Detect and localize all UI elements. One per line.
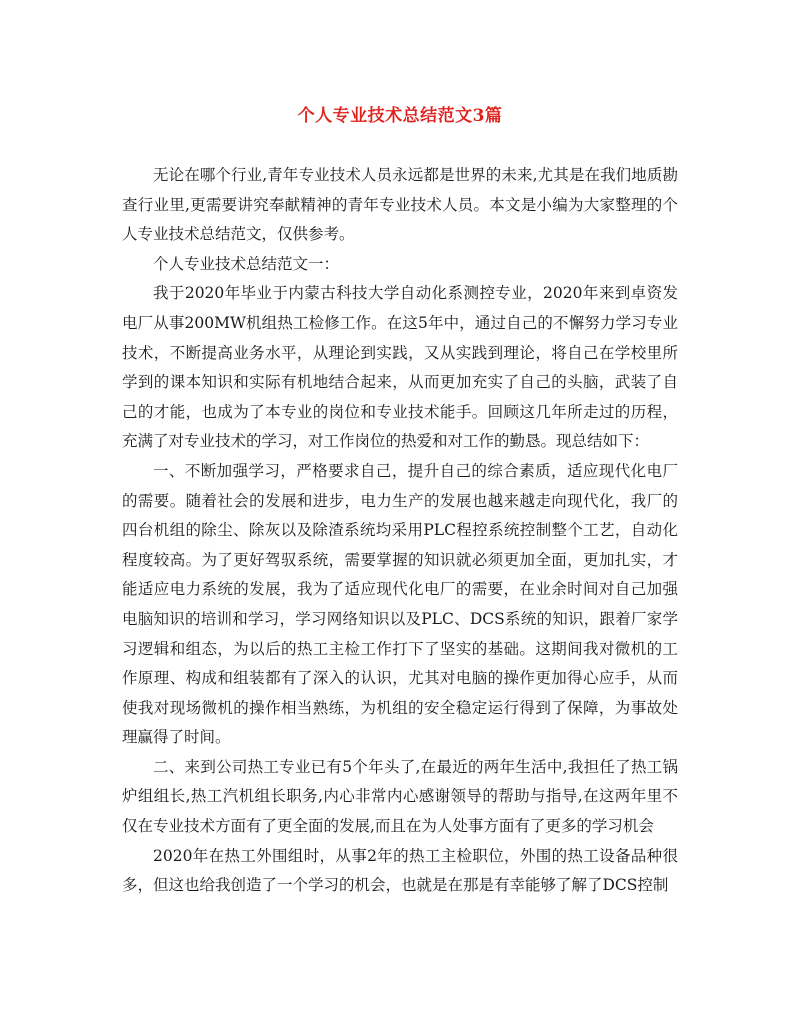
document-title: 个人专业技术总结范文3篇 [297,106,503,126]
body-paragraph: 我于2020年毕业于内蒙古科技大学自动化系测控专业，2020年来到卓资发电厂从事200MW机组热工检修工作。在这5年中，通过自己的不懈努力学习专业技术，不断提高业务水平，从理论到实践，又从实践到理论，将自己在学校里所学到的课本知识和实际有机地结合起来，从而更加充实了自己的头脑，武装了自己的才能，也成为了本专业的岗位和专业技术能手。回顾这几年所走过的历程，充满了对专业技术的学习，对工作岗位的热爱和对工作的勤恳。现总结如下： [122,284,678,451]
document-body [122,161,678,901]
body-paragraph: 一、不断加强学习，严格要求自己，提升自己的综合素质，适应现代化电厂的需要。随着社会的发展和进步，电力生产的发展也越来越走向现代化，我厂的四台机组的除尘、除灰以及除渣系统均采用PLC程控系统控制整个工艺，自动化程度较高。为了更好驾驭系统，需要掌握的知识就必须更加全面，更加扎实，才能适应电力系统的发展，我为了适应现代化电厂的需要，在业余时间对自己加强电脑知识的培训和学习，学习网络知识以及PLC、DCS系统的知识，跟着厂家学习逻辑和组态，为以后的热工主检工作打下了坚实的基础。这期间我对微机的工作原理、构成和组装都有了深入的认识，尤其对电脑的操作更加得心应手，从而使我对现场微机的操作相当熟练，为机组的安全稳定运行得到了保障，为事故处理赢得了时间。 [122,461,678,747]
section-heading: 个人专业技术总结范文一： [153,254,340,273]
body-paragraph: 2020年在热工外围组时，从事2年的热工主检职位，外围的热工设备品种很多，但这也给我创造了一个学习的机会，也就是在那是有幸能够了解了DCS控制 [122,846,678,895]
body-paragraph: 二、来到公司热工专业已有5个年头了,在最近的两年生活中,我担任了热工锅炉组组长,热工汽机组长职务,内心非常内心感谢领导的帮助与指导,在这两年里不仅在专业技术方面有了更全面的发展,而且在为人处事方面有了更多的学习机会 [122,757,678,836]
intro-paragraph: 无论在哪个行业,青年专业技术人员永远都是世界的未来,尤其是在我们地质勘查行业里,更需要讲究奉献精神的青年专业技术人员。本文是小编为大家整理的个人专业技术总结范文，仅供参考。 [122,166,678,244]
